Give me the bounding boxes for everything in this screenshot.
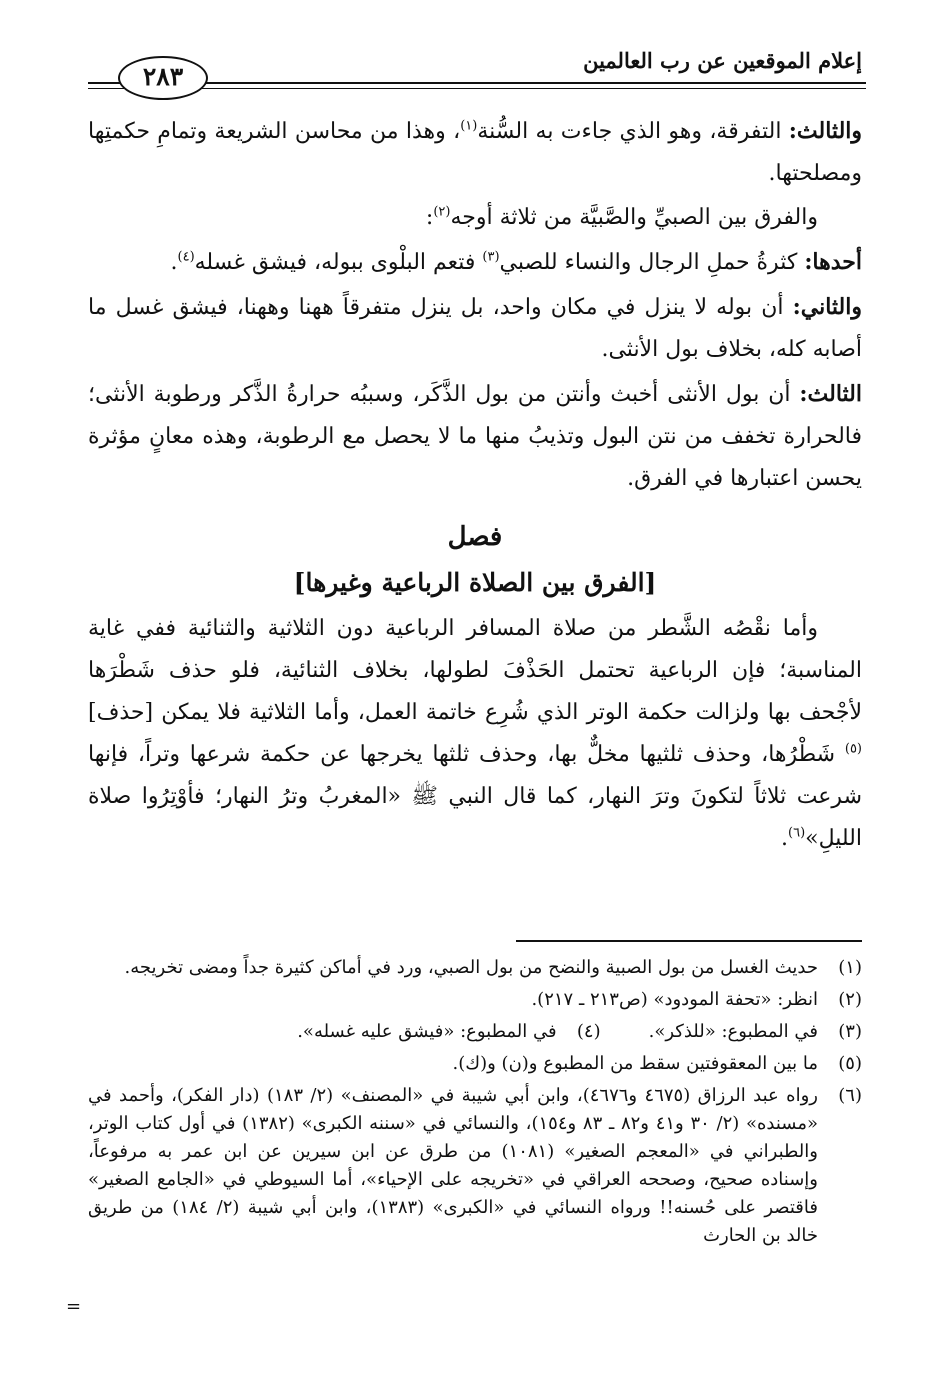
footnotes [88,954,862,1254]
footnote-item [88,1082,862,1250]
paragraph-three-aspects [88,197,862,239]
paragraph-text: : [425,205,434,230]
footnote-pair [88,1018,862,1046]
paragraph-third-aspect [88,373,862,500]
paragraph-text: . [170,250,178,275]
main-text [88,110,862,860]
running-title: إعلام الموقعين عن رب العالمين [583,48,862,73]
paragraph-lead: الثالث: [799,381,862,407]
section-subtitle: [الفرق بين الصلاة الرباعية وغيرها] [293,568,657,597]
footnote-text: ما بين المعقوفتين سقط من المطبوع و(ن) و(ك). [452,1053,818,1074]
continuation-mark: = [66,1296,82,1317]
page-number: ٢٨٣ [118,56,208,100]
footnote-text: رواه عبد الرزاق (٤٦٧٥ و٤٦٧٦)، وابن أبي شيبة في «المصنف» (٢/ ١٨٣) (دار الفكر)، وأحمد في «مسنده» (٢/ ٣٠ و٤١ و٨٢ ـ ٨٣ و١٥٤)، والنسائي في «سننه الكبرى» (١٣٨٢) في أول كتاب الوتر، والطبراني في «المعجم الصغير» (١٠٨١) من طرق عن ابن سيرين عن ابن عمر به مرفوعاً، وإسناده صحيح، وصححه العراقي في «تخريجه على الإحياء»، أما السيوطي في «الجامع الصغير» فاقتصر على حُسنه!! ورواه النسائي في «الكبرى» (١٣٨٣)، وابن أبي شيبة (٢/ ١٨٤) من طريق خالد بن الحارث [88,1085,819,1246]
footnote-number: (١) [838,957,862,978]
footnote-ref: (٢) [433,204,451,220]
paragraph-first-aspect [88,241,862,284]
paragraph-text: . [781,826,788,851]
footnote-number: (٥) [838,1053,862,1074]
footnote-item [88,954,862,982]
footnote-ref: (٤) [177,249,195,265]
footnote-item [88,1050,862,1078]
footnote-item [88,986,862,1014]
footnote-ref: (٦) [788,825,806,841]
paragraph-lead: والثالث: [788,118,863,144]
paragraph-text: كثرةُ حملِ الرجال والنساء للصبي [499,250,805,275]
footnote-number: (٦) [838,1085,862,1106]
paragraph-text: أن بول الأنثى أخبث وأنتن من بول الذَّكَر، وسببُه حرارةُ الذَّكر ورطوبة الأنثى؛ فالحرارة تخفف من نتن البول وتذيبُ منها ما لا يحصل مع الرطوبة، وهذه معانٍ مؤثرة يحسن اعتبارها في الفرق. [88,382,862,491]
footnote-number: (٤) [576,1021,601,1042]
paragraph-text: وأما نقْصُه الشَّطر من صلاة المسافر الرباعية دون الثلاثية والثنائية ففي غاية المناسبة؛ فإن الرباعية تحتمل الحَذْفَ لطولها، بخلاف الثنائية، فلو حذف شَطْرَها لأجْحف بها ولزالت حكمة الوتر الذي شُرِع خاتمة العمل، وأما الثلاثية فلا يمكن [حذف] [88,616,862,725]
paragraph-text: والفرق بين الصبيِّ والصَّبيَّة من ثلاثة أوجه [450,205,818,230]
footnote-number: (٢) [838,989,862,1010]
paragraph-text: التفرقة، وهو الذي جاءت به السُّنة [477,119,789,144]
paragraph-text: أن بوله لا ينزل في مكان واحد، بل ينزل متفرقاً ههنا وههنا، فيشق غسل ما أصابه كله، بخلاف بول الأنثى. [88,295,862,362]
paragraph-text: فتعم البلْوى ببوله، فيشق غسله [194,250,483,275]
paragraph-lead: والثاني: [792,294,862,320]
footnote-text: في المطبوع: «للذكر». [648,1021,818,1042]
paragraph-prayer-shortening [88,608,862,860]
footnote-text: انظر: «تحفة المودود» (ص٢١٣ ـ ٢١٧). [531,989,818,1010]
paragraph-text: شَطْرُها، وحذف ثلثيها مخلٌّ بها، وحذف ثلثها يخرجها عن حكمة شرعها وتراً، فإنها شرعت ثلاثاً لتكونَ وترَ النهار، كما قال النبي ﷺ «المغربُ وترُ النهار؛ فأوْتِرُوا صلاة الليلِ» [88,742,862,851]
footnote-ref: (١) [460,118,478,134]
footnote-text: في المطبوع: «فيشق عليه غسله». [297,1021,557,1042]
footnote-item [297,1018,600,1046]
paragraph-third-difference [88,110,862,195]
section-title: فصل [447,522,503,552]
paragraph-lead: أحدها: [804,249,862,275]
header-rule-thin [88,88,866,89]
footnote-separator [516,940,862,942]
footnote-text: حديث الغسل من بول الصبية والنضح من بول الصبي، ورد في أماكن كثيرة جداً ومضى تخريجه. [124,957,818,978]
footnote-number: (٣) [838,1021,862,1042]
footnote-item [649,1018,862,1046]
footnote-ref: (٣) [482,249,500,265]
paragraph-second-aspect [88,286,862,371]
footnote-ref: (٥) [844,741,862,757]
paragraph-text: ، وهذا من محاسن الشريعة وتمامِ حكمتِها ومصلحتها. [88,119,862,186]
